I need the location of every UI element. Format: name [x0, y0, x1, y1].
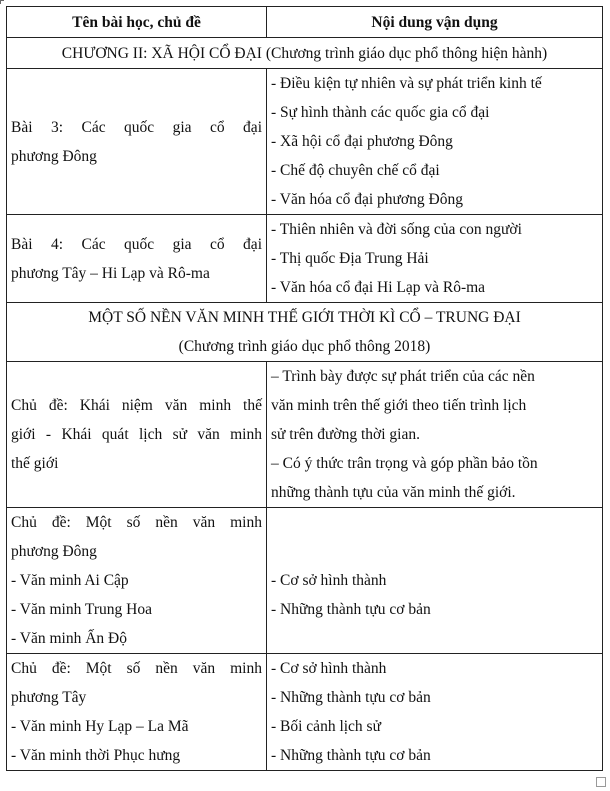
content-line: - Điều kiện tự nhiên và sự phát triển kinh tế [271, 75, 542, 92]
content-line: văn minh trên thế giới theo tiến trình lịch [271, 397, 527, 414]
content-line [271, 508, 598, 537]
content-cell [267, 508, 603, 654]
section-title-1: CHƯƠNG II: XÃ HỘI CỔ ĐẠI (Chương trình giáo dục phổ thông hiện hành) [7, 38, 603, 69]
content-line: - Thiên nhiên và đời sống của con người [271, 221, 522, 238]
table-row [7, 69, 603, 215]
lesson-cell [7, 654, 267, 771]
content-line [271, 624, 598, 653]
lesson-line: Bài 3: Các quốc gia cổ đại [11, 118, 262, 136]
lesson-cell [7, 362, 267, 508]
lesson-line: - Văn minh thời Phục hưng [11, 747, 181, 764]
content-line: – Trình bày được sự phát triển của các nền [271, 368, 535, 385]
content-line: những thành tựu của văn minh thế giới. [271, 484, 516, 501]
lesson-line: phương Tây [11, 689, 87, 706]
lesson-cell [7, 69, 267, 215]
table-row [7, 508, 603, 654]
content-cell [267, 215, 603, 303]
content-line: - Bối cảnh lịch sử [271, 718, 381, 735]
content-line: - Những thành tựu cơ bản [271, 689, 431, 706]
section-row [7, 38, 603, 69]
content-line: - Những thành tựu cơ bản [271, 747, 431, 764]
lesson-line: giới - Khái quát lịch sử văn minh [11, 426, 262, 443]
section-title-2 [7, 303, 603, 362]
header-content: Nội dung vận dụng [267, 7, 603, 38]
section-row [7, 303, 603, 362]
section-line: (Chương trình giáo dục phổ thông 2018) [178, 338, 431, 355]
lesson-line: phương Đông [11, 543, 97, 560]
header-row [7, 7, 603, 38]
content-cell [267, 654, 603, 771]
table-row [7, 215, 603, 303]
content-line: - Cơ sở hình thành [271, 660, 387, 677]
lesson-line: Chủ đề: Một số nền văn minh [11, 514, 262, 531]
lesson-line: thế giới [11, 455, 59, 472]
resize-handle-icon[interactable] [596, 777, 606, 787]
lesson-line: Chủ đề: Khái niệm văn minh thế [11, 397, 262, 414]
lesson-line: - Văn minh Ai Cập [11, 572, 129, 589]
lesson-line: Bài 4: Các quốc gia cổ đại [11, 235, 262, 253]
content-line: – Có ý thức trân trọng và góp phần bảo tồn [271, 455, 538, 472]
content-line: - Văn hóa cổ đại Hi Lạp và Rô-ma [271, 279, 486, 296]
lesson-line: phương Tây – Hi Lạp và Rô-ma [11, 264, 210, 282]
table-row [7, 362, 603, 508]
lesson-line: - Văn minh Ấn Độ [11, 630, 127, 647]
corner-mark [0, 0, 4, 4]
lesson-cell [7, 215, 267, 303]
curriculum-table [6, 6, 603, 771]
lesson-line: - Văn minh Hy Lạp – La Mã [11, 718, 189, 735]
content-line [271, 537, 598, 566]
table-row [7, 654, 603, 771]
lesson-cell [7, 508, 267, 654]
content-line: - Những thành tựu cơ bản [271, 601, 431, 618]
content-cell [267, 362, 603, 508]
content-line: - Thị quốc Địa Trung Hải [271, 250, 429, 267]
content-cell [267, 69, 603, 215]
lesson-line: Chủ đề: Một số nền văn minh [11, 660, 262, 677]
content-line: - Văn hóa cổ đại phương Đông [271, 191, 463, 208]
section-line: MỘT SỐ NỀN VĂN MINH THẾ GIỚI THỜI KÌ CỔ – TRUNG ĐẠI [88, 309, 521, 326]
lesson-line: - Văn minh Trung Hoa [11, 601, 152, 618]
header-lesson: Tên bài học, chủ đề [7, 7, 267, 38]
lesson-line: phương Đông [11, 147, 97, 165]
content-line: - Xã hội cổ đại phương Đông [271, 133, 453, 150]
content-line: - Chế độ chuyên chế cổ đại [271, 162, 440, 179]
content-line: sử trên đường thời gian. [271, 426, 420, 443]
content-line: - Sự hình thành các quốc gia cổ đại [271, 104, 490, 121]
content-line: - Cơ sở hình thành [271, 572, 387, 589]
